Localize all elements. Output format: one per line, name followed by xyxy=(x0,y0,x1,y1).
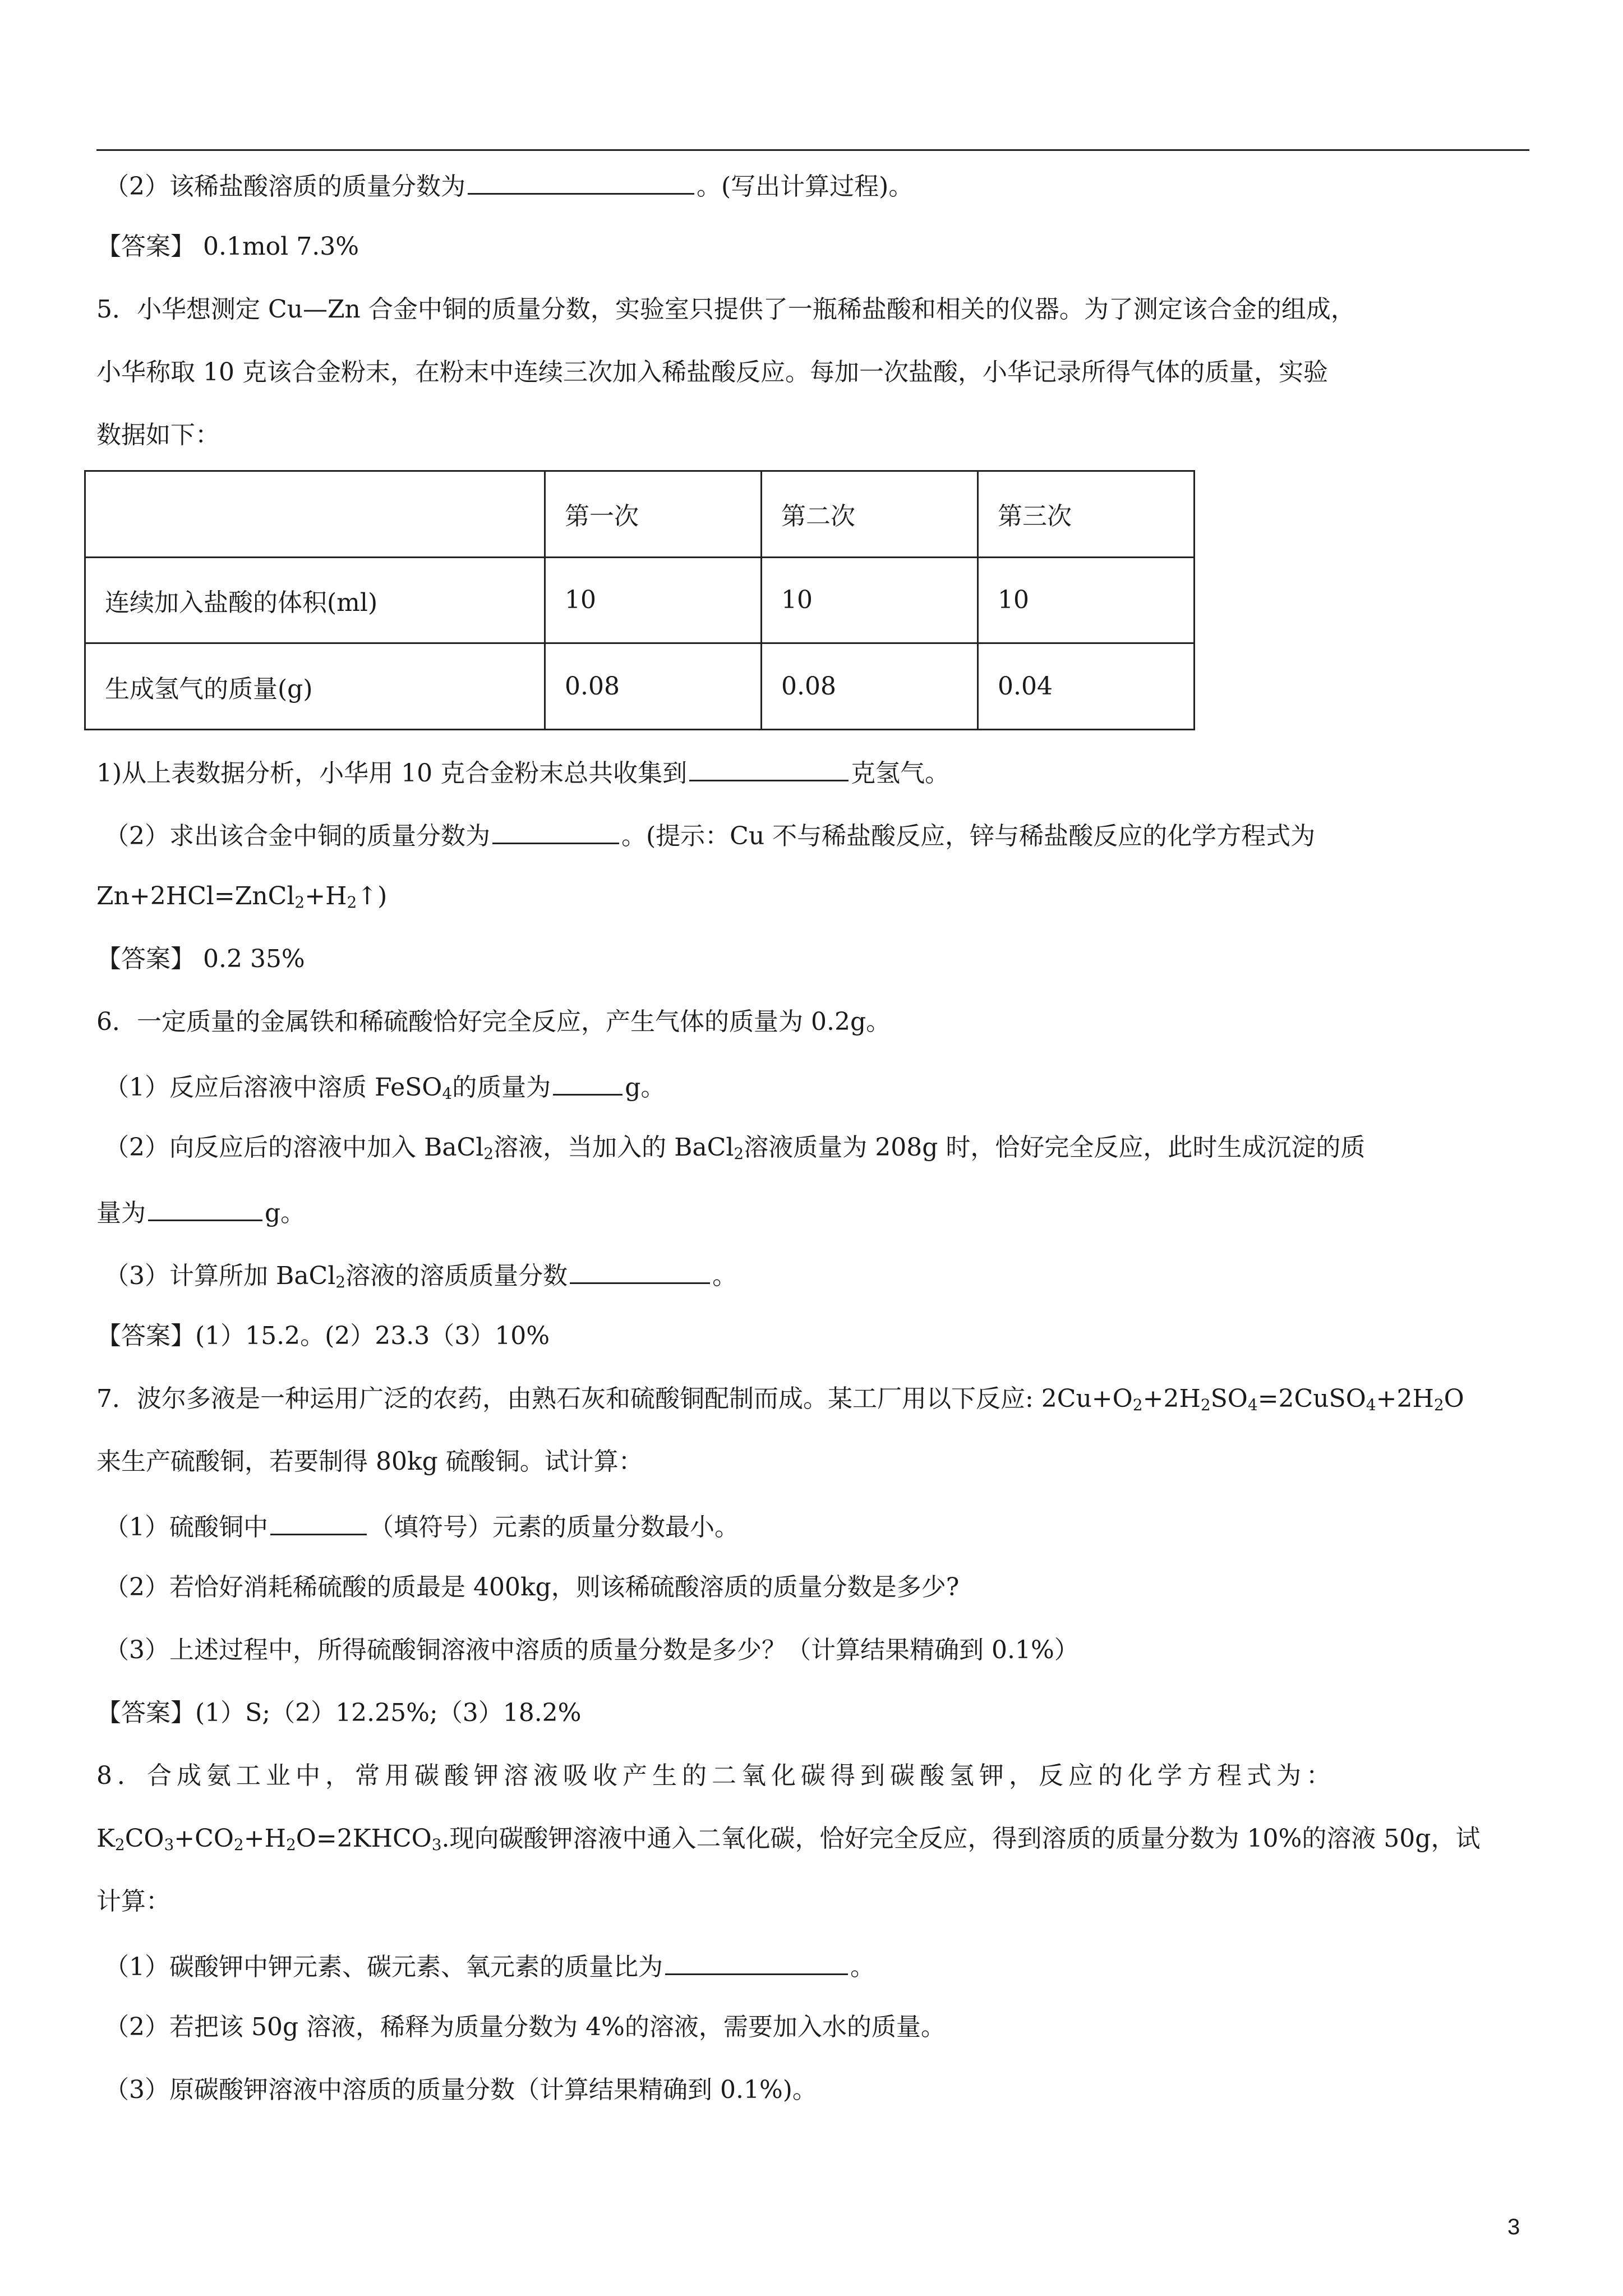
q8-equation-text: 2 xyxy=(285,1835,296,1854)
q8-part1-line xyxy=(104,1952,875,1980)
answer-blank xyxy=(270,1512,367,1535)
q5-part2-tail: 。(提示：Cu 不与稀盐酸反应，锌与稀盐酸反应的化学方程式为 xyxy=(621,822,1316,850)
q5-equation-text: Zn+2HCl=ZnCl xyxy=(96,882,295,910)
page-number: 3 xyxy=(1507,2215,1520,2239)
q6-part2-text: 溶液质量为 208g 时，恰好完全反应，此时生成沉淀的质 xyxy=(744,1133,1366,1162)
q6-part3-text: 溶液的溶质质量分数 xyxy=(345,1262,568,1290)
q8-equation-text: +H xyxy=(243,1824,286,1853)
q8-equation-text: 3 xyxy=(431,1835,442,1854)
q7-intro-text: O xyxy=(1444,1384,1464,1413)
q4-part2-text: （2）该稀盐酸溶质的质量分数为 xyxy=(104,172,465,201)
q8-equation-text: K xyxy=(96,1824,115,1853)
q7-intro-line2: 来生产硫酸铜，若要制得 80kg 硫酸铜。试计算： xyxy=(96,1447,643,1476)
q8-part1-tail: 。 xyxy=(850,1953,875,1981)
answer-blank xyxy=(492,821,619,844)
q5-answer: 【答案】 0.2 35% xyxy=(96,945,305,973)
q4-answer: 【答案】 0.1mol 7.3% xyxy=(96,232,359,261)
q8-equation-text: 3 xyxy=(164,1835,174,1854)
answer-blank xyxy=(570,1261,710,1284)
q5-equation-text: 2 xyxy=(347,893,357,912)
q7-intro-text: 7．波尔多液是一种运用广泛的农药，由熟石灰和硫酸铜配制而成。某工厂用以下反应: 2Cu+O xyxy=(96,1384,1133,1413)
q6-part2-cont-tail: g。 xyxy=(265,1199,306,1227)
answer-blank xyxy=(553,1073,623,1096)
q5-equation-text: 2 xyxy=(294,893,305,912)
table-cell: 10 xyxy=(978,557,1195,643)
q7-intro-text: 4 xyxy=(1247,1396,1258,1414)
answer-blank xyxy=(468,172,694,195)
q4-part2-line xyxy=(104,172,913,199)
q5-part1-tail: 克氢气。 xyxy=(851,759,950,788)
q5-intro-line2: 小华称取 10 克该合金粉末，在粉末中连续三次加入稀盐酸反应。每加一次盐酸，小华记录所得气体的质量，实验 xyxy=(96,358,1328,386)
q7-intro-text: SO xyxy=(1210,1384,1248,1413)
answer-blank xyxy=(689,758,849,781)
table-cell: 连续加入盐酸的体积(ml) xyxy=(85,557,545,643)
q7-part1-line xyxy=(104,1512,739,1540)
q7-intro-text: +2H xyxy=(1142,1384,1201,1413)
q8-intro-line3: 计算： xyxy=(96,1887,170,1916)
q8-equation-text: 2 xyxy=(233,1835,244,1854)
q8-equation-text: 2 xyxy=(114,1835,125,1854)
q5-intro-line1: 5．小华想测定 Cu—Zn 合金中铜的质量分数，实验室只提供了一瓶稀盐酸和相关的仪器。为了测定该合金的组成， xyxy=(96,295,1355,324)
q8-part2: （2）若把该 50g 溶液，稀释为质量分数为 4%的溶液，需要加入水的质量。 xyxy=(104,2013,946,2041)
q8-part3: （3）原碳酸钾溶液中溶质的质量分数（计算结果精确到 0.1%)。 xyxy=(104,2076,817,2104)
q6-part3-text: 2 xyxy=(335,1273,346,1291)
table-header-cell: 第一次 xyxy=(545,471,762,558)
q5-equation-text: +H xyxy=(305,882,347,910)
q6-answer: 【答案】(1）15.2。(2）23.3（3）10% xyxy=(96,1322,550,1350)
table-cell: 生成氢气的质量(g) xyxy=(85,643,545,730)
table-cell: 10 xyxy=(762,557,978,643)
q7-intro-text: 2 xyxy=(1433,1396,1444,1414)
q7-part2: （2）若恰好消耗稀硫酸的质最是 400kg，则该稀硫酸溶质的质量分数是多少? xyxy=(104,1573,960,1602)
q8-equation-text: O=2KHCO xyxy=(296,1824,432,1853)
q6-part3-text: （3）计算所加 BaCl xyxy=(104,1262,336,1290)
q6-part2-text: （2）向反应后的溶液中加入 BaCl xyxy=(104,1133,484,1162)
table-header-cell: 第三次 xyxy=(978,471,1195,558)
q5-part1-text: 1)从上表数据分析，小华用 10 克合金粉末总共收集到 xyxy=(96,759,688,788)
table-cell: 0.08 xyxy=(762,643,978,730)
table-cell: 10 xyxy=(545,557,762,643)
q7-part3: （3）上述过程中，所得硫酸铜溶液中溶质的质量分数是多少？（计算结果精确到 0.1%） xyxy=(104,1636,1079,1664)
q8-equation-text: CO xyxy=(125,1824,164,1853)
q6-part2-cont-text: 量为 xyxy=(96,1199,146,1227)
answer-blank xyxy=(665,1952,848,1975)
q7-answer: 【答案】(1）S;（2）12.25%;（3）18.2% xyxy=(96,1699,582,1727)
q6-part1-text: 4 xyxy=(442,1084,453,1103)
q6-part2-line xyxy=(104,1133,1366,1163)
data-table xyxy=(84,470,1195,730)
q6-part2-text: 2 xyxy=(483,1144,494,1163)
q6-part1-text: （1）反应后溶液中溶质 FeSO xyxy=(104,1073,442,1102)
table-cell: 0.04 xyxy=(978,643,1195,730)
table-row xyxy=(85,643,1195,730)
q8-equation-text: .现向碳酸钾溶液中通入二氧化碳，恰好完全反应，得到溶质的质量分数为 10%的溶液 50g，试 xyxy=(441,1824,1481,1853)
q8-equation-text: +CO xyxy=(174,1824,234,1853)
q5-part2-line xyxy=(104,821,1315,849)
q6-part3-tail: 。 xyxy=(712,1262,737,1290)
q7-intro-text: 4 xyxy=(1366,1396,1376,1414)
header-rule xyxy=(96,149,1529,151)
q6-part3-line xyxy=(104,1261,737,1289)
q6-part1-text: 的质量为 xyxy=(452,1073,551,1102)
q7-intro-text: 2 xyxy=(1200,1396,1211,1414)
q7-intro-line1 xyxy=(96,1384,1464,1414)
q7-intro-text: 2 xyxy=(1132,1396,1143,1414)
q7-intro-text: =2CuSO xyxy=(1257,1384,1366,1413)
q7-part1-text: （1）硫酸铜中 xyxy=(104,1513,268,1542)
q6-part1-tail: g。 xyxy=(625,1073,666,1102)
q6-part2-text: 溶液，当加入的 BaCl xyxy=(494,1133,734,1162)
q6-part1-line xyxy=(104,1073,666,1103)
q5-equation-text: ↑) xyxy=(357,882,388,910)
table-header-cell: 第二次 xyxy=(762,471,978,558)
q5-part2-text: （2）求出该合金中铜的质量分数为 xyxy=(104,822,490,850)
q6-part2-continuation xyxy=(96,1198,305,1226)
q7-intro-text: +2H xyxy=(1376,1384,1434,1413)
q5-part1-line xyxy=(96,758,949,786)
q6-intro: 6．一定质量的金属铁和稀硫酸恰好完全反应，产生气体的质量为 0.2g。 xyxy=(96,1007,891,1036)
q8-intro-line1: 8．合成氨工业中，常用碳酸钾溶液吸收产生的二氧化碳得到碳酸氢钾，反应的化学方程式为： xyxy=(96,1761,1336,1790)
q7-part1-tail: （填符号）元素的质量分数最小。 xyxy=(369,1513,739,1542)
q5-intro-line3: 数据如下： xyxy=(96,421,220,449)
table-header-row xyxy=(85,471,1195,558)
q8-equation-line xyxy=(96,1824,1481,1854)
q4-part2-tail: 。(写出计算过程)。 xyxy=(697,172,914,201)
q6-part2-text: 2 xyxy=(734,1144,744,1163)
q8-part1-text: （1）碳酸钾中钾元素、碳元素、氧元素的质量比为 xyxy=(104,1953,663,1981)
table-header-cell xyxy=(85,471,545,558)
answer-blank xyxy=(148,1198,262,1221)
q5-equation xyxy=(96,882,388,912)
table-row xyxy=(85,557,1195,643)
table-cell: 0.08 xyxy=(545,643,762,730)
